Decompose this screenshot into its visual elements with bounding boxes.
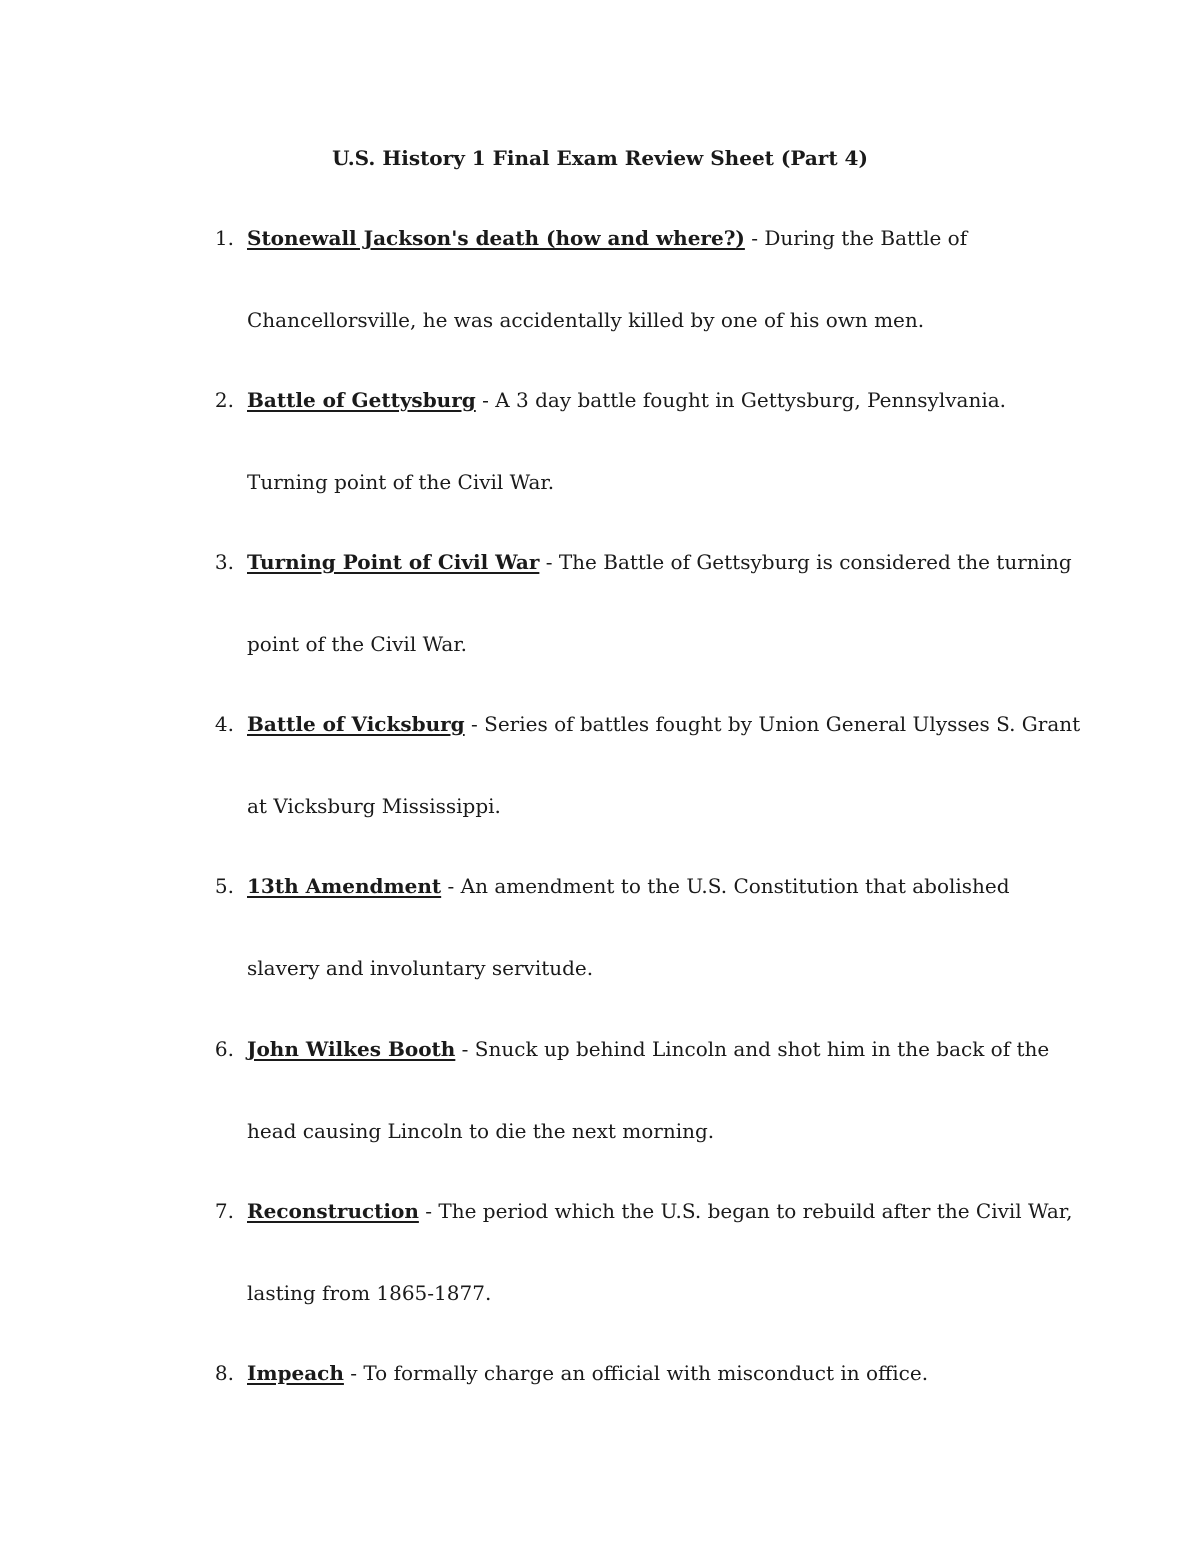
- item-number: 5.: [214, 874, 234, 898]
- list-item: [247, 224, 967, 252]
- list-item: [247, 1035, 1049, 1063]
- item-definition: - Snuck up behind Lincoln and shot him in the back of the: [455, 1037, 1050, 1061]
- item-number: 3.: [214, 550, 234, 574]
- list-item: [247, 1197, 1073, 1225]
- item-number: 8.: [214, 1361, 234, 1385]
- item-definition: - During the Battle of: [744, 226, 968, 250]
- item-definition: - The Battle of Gettsyburg is considered the turning: [539, 550, 1072, 574]
- item-definition-continued: lasting from 1865-1877.: [247, 1281, 492, 1305]
- item-definition-continued: slavery and involuntary servitude.: [247, 956, 594, 980]
- item-number: 1.: [214, 226, 234, 250]
- item-term: Battle of Gettysburg: [247, 388, 476, 412]
- list-item: [247, 548, 1072, 576]
- item-definition-continued: Turning point of the Civil War.: [247, 470, 555, 494]
- item-term: Battle of Vicksburg: [247, 712, 465, 736]
- item-number: 4.: [214, 712, 234, 736]
- item-term: Reconstruction: [247, 1199, 419, 1223]
- item-definition-continued: Chancellorsville, he was accidentally killed by one of his own men.: [247, 308, 925, 332]
- list-item: [247, 386, 1006, 414]
- item-definition: - A 3 day battle fought in Gettysburg, Pennsylvania.: [475, 388, 1007, 412]
- item-term: Impeach: [247, 1361, 344, 1385]
- item-number: 2.: [214, 388, 234, 412]
- item-definition-continued: at Vicksburg Mississippi.: [247, 794, 501, 818]
- item-term: Stonewall Jackson's death (how and where?): [247, 226, 745, 250]
- list-item: [247, 710, 1080, 738]
- item-definition: - Series of battles fought by Union General Ulysses S. Grant: [464, 712, 1081, 736]
- item-definition: - To formally charge an official with misconduct in office.: [343, 1361, 929, 1385]
- page-title: U.S. History 1 Final Exam Review Sheet (Part 4): [332, 146, 868, 170]
- item-number: 6.: [214, 1037, 234, 1061]
- item-number: 7.: [214, 1199, 234, 1223]
- list-item: [247, 1359, 928, 1387]
- item-definition-continued: head causing Lincoln to die the next morning.: [247, 1119, 715, 1143]
- item-definition: - An amendment to the U.S. Constitution that abolished: [441, 874, 1010, 898]
- item-term: Turning Point of Civil War: [247, 550, 540, 574]
- item-definition-continued: point of the Civil War.: [247, 632, 468, 656]
- item-term: John Wilkes Booth: [247, 1037, 456, 1061]
- item-term: 13th Amendment: [247, 874, 442, 898]
- list-item: [247, 872, 1010, 900]
- item-definition: - The period which the U.S. began to rebuild after the Civil War,: [418, 1199, 1073, 1223]
